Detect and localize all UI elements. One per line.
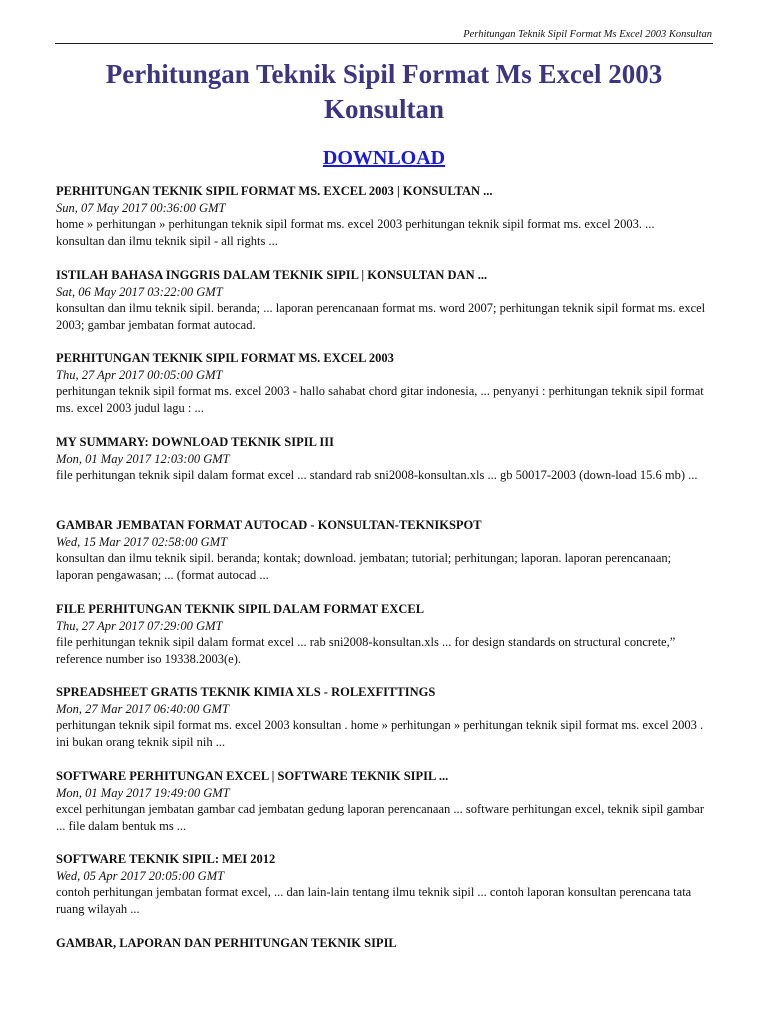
result-list [56, 183, 706, 1018]
list-item [56, 434, 706, 518]
header-divider [55, 43, 713, 44]
entry-date: Thu, 27 Apr 2017 07:29:00 GMT [56, 618, 223, 633]
list-item [56, 935, 706, 1019]
entry-snippet: konsultan dan ilmu teknik sipil. beranda; ... laporan perencanaan format ms. word 2007; perhitungan teknik sipil format ms. excel 2003; gambar jembatan format autocad. [56, 300, 706, 332]
running-header-title: Perhitungan Teknik Sipil Format Ms Excel 2003 Konsultan [463, 29, 712, 40]
list-item [56, 350, 706, 434]
entry-title: PERHITUNGAN TEKNIK SIPIL FORMAT MS. EXCEL 2003 | KONSULTAN ... [56, 184, 493, 198]
entry-date: Mon, 01 May 2017 12:03:00 GMT [56, 451, 230, 466]
list-item [56, 601, 706, 685]
entry-title: GAMBAR JEMBATAN FORMAT AUTOCAD - KONSULTAN-TEKNIKSPOT [56, 518, 482, 532]
page-title: Perhitungan Teknik Sipil Format Ms Excel 2003 Konsultan [105, 59, 663, 124]
entry-snippet: file perhitungan teknik sipil dalam format excel ... standard rab sni2008-konsultan.xls ... gb 50017-2003 (down-load 15.6 mb) ... [56, 467, 698, 482]
list-item [56, 768, 706, 852]
list-item [56, 517, 706, 601]
entry-snippet: home » perhitungan » perhitungan teknik sipil format ms. excel 2003 perhitungan teknik sipil format ms. excel 2003. ... konsultan dan ilmu teknik sipil - all rights ... [56, 217, 655, 248]
entry-title: MY SUMMARY: DOWNLOAD TEKNIK SIPIL III [56, 434, 334, 449]
entry-title: FILE PERHITUNGAN TEKNIK SIPIL DALAM FORMAT EXCEL [56, 601, 425, 616]
download-section [55, 145, 713, 171]
entry-date: Thu, 27 Apr 2017 00:05:00 GMT [56, 368, 223, 382]
list-item [56, 267, 706, 351]
entry-title: SPREADSHEET GRATIS TEKNIK KIMIA XLS - ROLEXFITTINGS [56, 685, 436, 699]
entry-date: Sun, 07 May 2017 00:36:00 GMT [56, 201, 226, 215]
entry-snippet: perhitungan teknik sipil format ms. excel 2003 - hallo sahabat chord gitar indonesia, ... penyanyi : perhitungan teknik sipil format ms. excel 2003 judul lagu : ... [56, 384, 704, 415]
entry-snippet: perhitungan teknik sipil format ms. excel 2003 konsultan . home » perhitungan » perhitungan teknik sipil format ms. excel 2003 . ini bukan orang teknik sipil nih ... [56, 718, 704, 749]
entry-snippet: contoh perhitungan jembatan format excel, ... dan lain-lain tentang ilmu teknik sipil ... contoh laporan konsultan perencana tata ruang wilayah ... [56, 885, 692, 916]
entry-date: Sat, 06 May 2017 03:22:00 GMT [56, 284, 223, 299]
list-item [56, 183, 706, 267]
entry-snippet: file perhitungan teknik sipil dalam format excel ... rab sni2008-konsultan.xls ... for design standards on structural concrete,” reference number iso 19338.2003(e). [56, 634, 676, 666]
entry-title: ISTILAH BAHASA INGGRIS DALAM TEKNIK SIPIL | KONSULTAN DAN ... [56, 267, 488, 282]
entry-title: SOFTWARE TEKNIK SIPIL: MEI 2012 [56, 852, 276, 866]
entry-date: Mon, 01 May 2017 19:49:00 GMT [56, 785, 230, 800]
entry-title: SOFTWARE PERHITUNGAN EXCEL | SOFTWARE TEKNIK SIPIL ... [56, 768, 449, 783]
entry-snippet: excel perhitungan jembatan gambar cad jembatan gedung laporan perencanaan ... software perhitungan excel, teknik sipil gambar ... file dalam bentuk ms ... [56, 801, 704, 833]
list-item [56, 851, 706, 935]
entry-date: Wed, 05 Apr 2017 20:05:00 GMT [56, 869, 225, 883]
entry-title: GAMBAR, LAPORAN DAN PERHITUNGAN TEKNIK SIPIL [56, 935, 397, 950]
entry-date: Wed, 15 Mar 2017 02:58:00 GMT [56, 535, 228, 549]
entry-date: Mon, 27 Mar 2017 06:40:00 GMT [56, 702, 229, 716]
list-item [56, 684, 706, 768]
entry-snippet: konsultan dan ilmu teknik sipil. beranda; kontak; download. jembatan; tutorial; perhitungan; laporan. laporan perencanaan; laporan pengawasan; ... (format autocad ... [56, 551, 672, 582]
download-link[interactable]: DOWNLOAD [322, 147, 446, 169]
entry-title: PERHITUNGAN TEKNIK SIPIL FORMAT MS. EXCEL 2003 [56, 351, 394, 365]
